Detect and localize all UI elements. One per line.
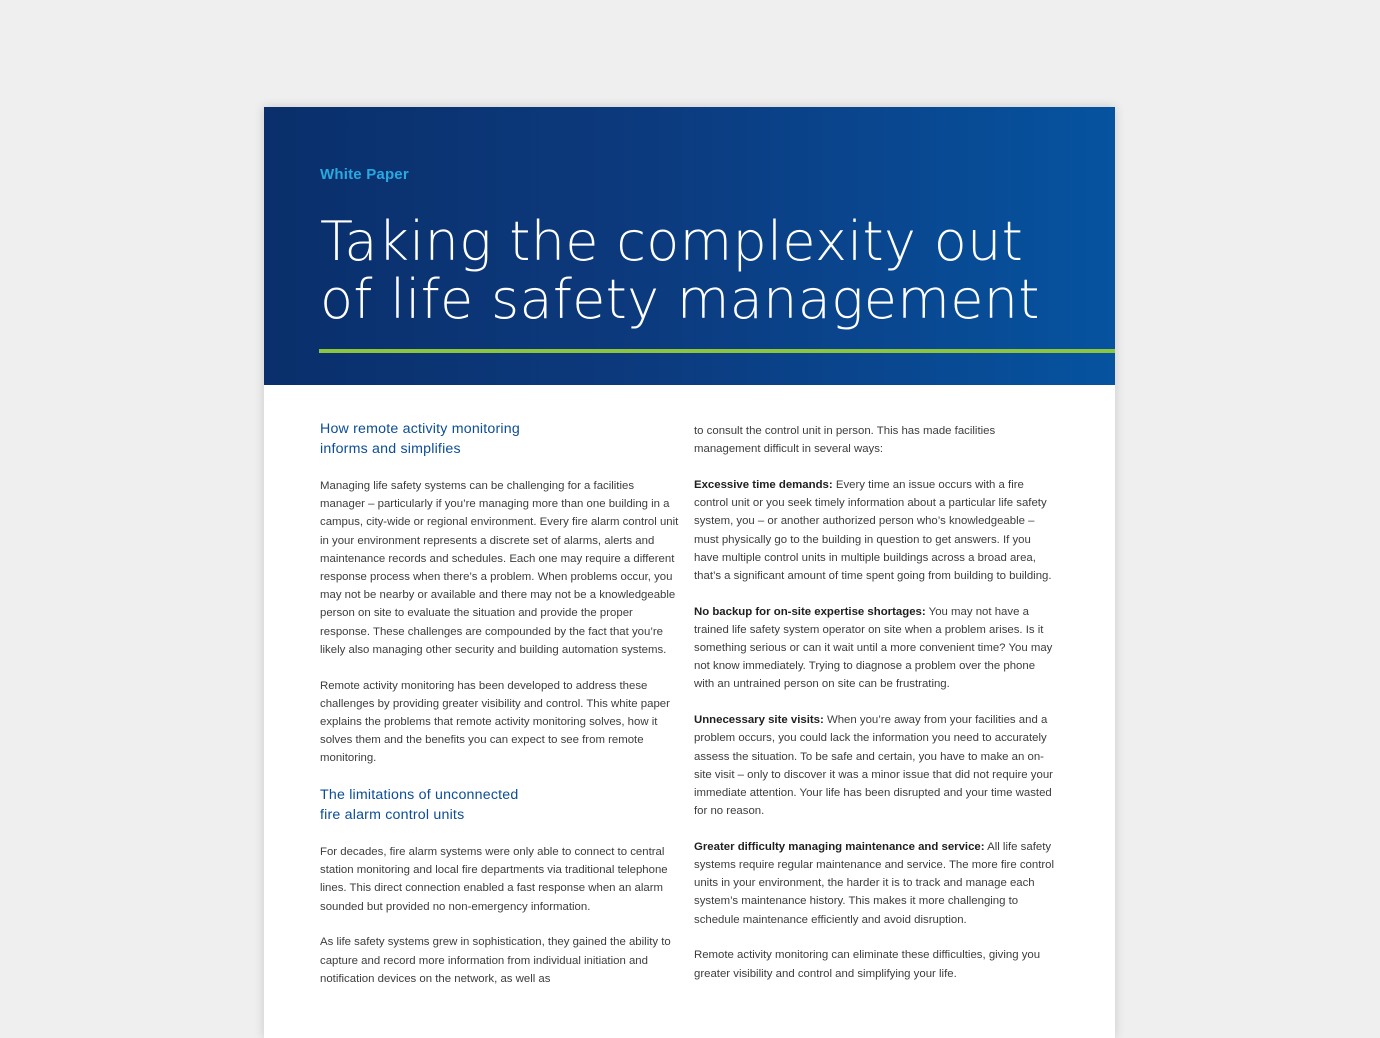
paragraph: to consult the control unit in person. This has made facilities management difficult in several ways: [694, 425, 996, 456]
difficulty-lead: Excessive time demands: [694, 478, 833, 491]
paragraph: Remote activity monitoring can eliminate these difficulties, giving you greater visibility and control and simplifying your life. [694, 949, 1041, 980]
difficulty-item [694, 711, 1058, 820]
difficulty-item [694, 603, 1058, 694]
heading-line: fire alarm control units [320, 807, 465, 824]
difficulty-text: Every time an issue occurs with a fire control unit or you seek timely information about a particular life safety system, you – or another authorized person who’s knowledgeable – must physically go to the building in question to get answers. If you have multiple control units in multiple buildings across a broad area, that’s a significant amount of time spent going from building to building. [694, 478, 1052, 582]
difficulty-text: When you’re away from your facilities and a problem occurs, you could lack the information you need to accurately assess the situation. To be safe and certain, you have to make an on-site visit – only to discover it was a minor issue that did not require your immediate attention. Your life has been disrupted and your time wasted for no reason. [694, 714, 1053, 818]
heading-line: The limitations of unconnected [320, 787, 519, 804]
heading-line: informs and simplifies [320, 441, 461, 457]
header-banner [264, 107, 1115, 385]
title-line-2: of life safety management [320, 268, 1040, 331]
heading-line: How remote activity monitoring [320, 421, 520, 437]
difficulty-text: You may not have a trained life safety system operator on site when a problem arises. Is it something serious or can it wait until a more convenient time? You may not know immediately. Trying to diagnose a problem over the phone with an untrained person on site can be frustrating. [694, 605, 1053, 691]
section-heading-limitations [320, 785, 680, 825]
paragraph: Remote activity monitoring has been developed to address these challenges by providing greater visibility and control. This white paper explains the problems that remote activity monitoring solves, how it solves them and the benefits you can expect to see from remote monitoring. [320, 679, 670, 765]
paragraph: For decades, fire alarm systems were only able to connect to central station monitoring and local fire departments via traditional telephone lines. This direct connection enabled a fast response when an alarm sounded but provided no non-emergency information. [320, 846, 668, 913]
difficulty-lead: Greater difficulty managing maintenance and service: [694, 840, 985, 853]
title-line-1: Taking the complexity out [320, 210, 1024, 273]
difficulty-lead: No backup for on-site expertise shortages: [694, 605, 926, 618]
document-type-label: White Paper [320, 166, 409, 183]
difficulty-text: All life safety systems require regular maintenance and service. The more fire control units in your environment, the harder it is to track and manage each system’s maintenance history. This makes it more challenging to schedule maintenance efficiently and avoid disruption. [694, 840, 1055, 926]
paragraph: As life safety systems grew in sophistication, they gained the ability to capture and record more information from individual initiation and notification devices on the network, as well as [320, 936, 671, 985]
difficulty-item [694, 476, 1058, 585]
left-column [320, 419, 680, 1005]
paragraph: Managing life safety systems can be challenging for a facilities manager – particularly if you’re managing more than one building in a campus, city-wide or regional environment. Every fire alarm control unit in your environment represents a discrete set of alarms, alerts and maintenance records and schedules. Each one may require a different response process when there’s a problem. When problems occur, you may not be nearby or available and there may not be a knowledgeable person on site to evaluate the situation and provide the proper response. These challenges are compounded by the fact that you’re likely also managing other security and building automation systems. [320, 480, 679, 656]
white-paper-page [264, 107, 1115, 1038]
accent-divider [319, 349, 1115, 353]
section-heading-remote-monitoring [320, 419, 680, 459]
difficulty-lead: Unnecessary site visits: [694, 714, 824, 727]
difficulty-item [694, 838, 1058, 929]
right-column [694, 422, 1058, 1000]
page-title [320, 210, 1040, 331]
